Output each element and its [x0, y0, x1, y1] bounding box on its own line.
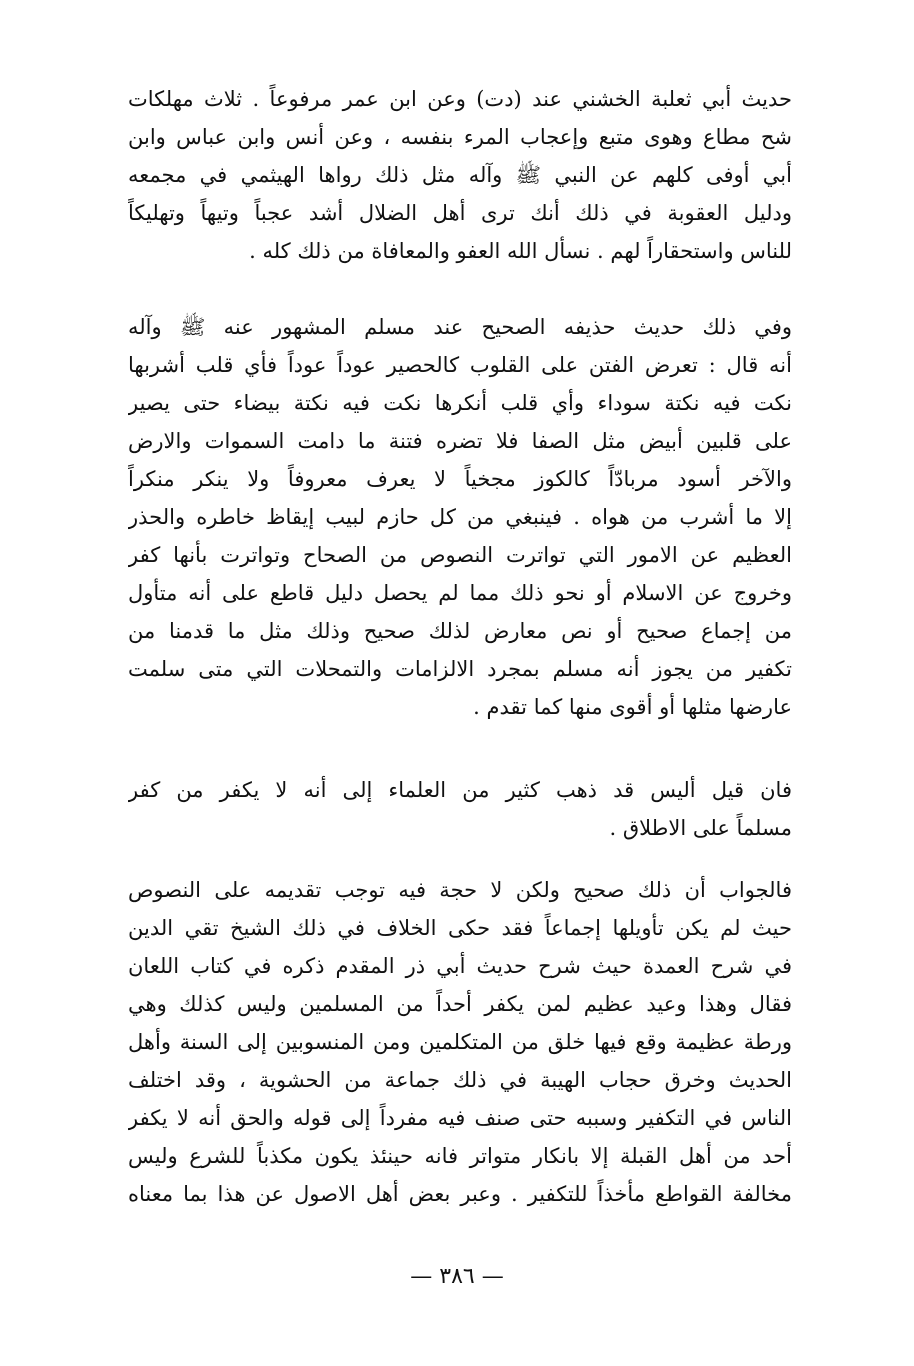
text-line: أنه قال : تعرض الفتن على القلوب كالحصير عوداً عوداً فأي قلب أشربها	[128, 353, 792, 377]
text-line: تكفير من يجوز أنه مسلم بمجرد الالزامات والتمحلات التي متى سلمت	[128, 657, 792, 681]
text-line: أحد من أهل القبلة إلا بانكار متواتر فانه حينئذ يكون مكذباً للشرع وليس	[128, 1144, 792, 1168]
text-line: ورطة عظيمة وقع فيها خلق من المتكلمين ومن المنسوبين إلى السنة وأهل	[128, 1030, 792, 1054]
text-line: مخالفة القواطع مأخذاً للتكفير . وعبر بعض أهل الاصول عن هذا بما معناه	[128, 1182, 792, 1206]
text-line: حيث لم يكن تأويلها إجماعاً فقد حكى الخلاف في ذلك الشيخ تقي الدين	[128, 916, 792, 940]
paragraph-4	[128, 871, 792, 1213]
text-line: أبي أوفى كلهم عن النبي ﷺ وآله مثل ذلك رواها الهيثمي في مجمعه	[128, 163, 792, 187]
text-line: فقال وهذا وعيد عظيم لمن يكفر أحداً من المسلمين وليس كذلك وهي	[128, 992, 792, 1016]
text-line: شح مطاع وهوى متبع وإعجاب المرء بنفسه ، وعن أنس وابن عباس وابن	[128, 125, 792, 149]
text-line: فالجواب أن ذلك صحيح ولكن لا حجة فيه توجب تقديمه على النصوص	[128, 878, 792, 902]
text-line: حديث أبي ثعلبة الخشني عند (دت) وعن ابن عمر مرفوعاً . ثلاث مهلكات	[128, 87, 792, 111]
text-line: مسلماً على الاطلاق .	[609, 816, 792, 840]
paragraph-3	[128, 771, 792, 847]
paragraph-1	[128, 80, 792, 270]
text-line: والآخر أسود مربادّاً كالكوز مجخياً لا يعرف معروفاً ولا ينكر منكراً	[128, 467, 792, 491]
text-line: العظيم عن الامور التي تواترت النصوص من الصحاح وتواترت بأنها كفر	[128, 543, 792, 567]
text-line: ودليل العقوبة في ذلك أنك ترى أهل الضلال أشد عجباً وتيهاً وتهليكاً	[128, 201, 792, 225]
text-line: للناس واستحقاراً لهم . نسأل الله العفو والمعافاة من ذلك كله .	[249, 239, 792, 263]
text-line: إلا ما أشرب من هواه . فينبغي من كل حازم لبيب إيقاظ خاطره والحذر	[128, 505, 792, 529]
text-line: من إجماع صحيح أو نص معارض لذلك صحيح وذلك مثل ما قدمنا من	[128, 619, 792, 643]
text-line: نكت فيه نكتة سوداء وأي قلب أنكرها نكت فيه نكتة بيضاء حتى يصير	[128, 391, 792, 415]
text-line: عارضها مثلها أو أقوى منها كما تقدم .	[473, 695, 792, 719]
text-line: الحديث وخرق حجاب الهيبة في ذلك جماعة من الحشوية ، وقد اختلف	[128, 1068, 792, 1092]
text-line: على قلبين أبيض مثل الصفا فلا تضره فتنة ما دامت السموات والارض	[128, 429, 792, 453]
text-line: وفي ذلك حديث حذيفه الصحيح عند مسلم المشهور عنه ﷺ وآله	[128, 315, 792, 339]
paragraph-2	[128, 308, 792, 726]
text-line: في شرح العمدة حيث شرح حديث أبي ذر المقدم ذكره في كتاب اللعان	[128, 954, 792, 978]
text-line: فان قيل أليس قد ذهب كثير من العلماء إلى أنه لا يكفر من كفر	[128, 778, 792, 802]
text-line: وخروج عن الاسلام أو نحو ذلك مما لم يحصل دليل قاطع على أنه متأول	[128, 581, 792, 605]
text-line: الناس في التكفير وسببه حتى صنف فيه مفرداً إلى قوله والحق أنه لا يكفر	[128, 1106, 792, 1130]
page-number: — ٣٨٦ —	[410, 1264, 504, 1289]
